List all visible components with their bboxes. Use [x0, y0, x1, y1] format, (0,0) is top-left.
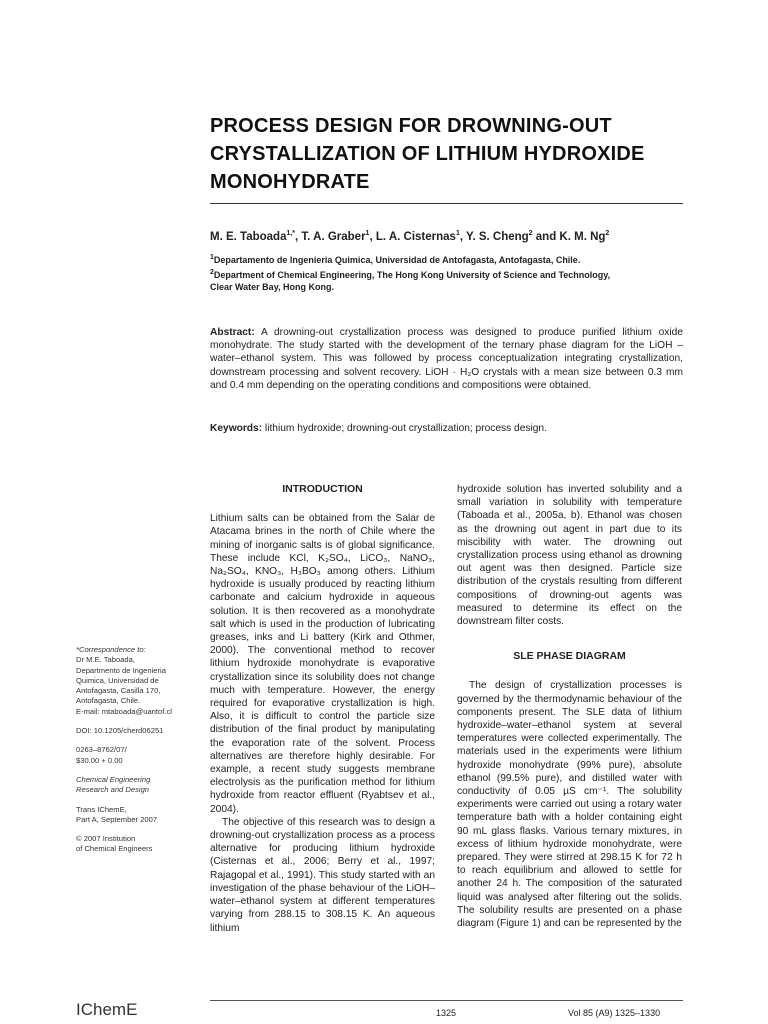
article-title — [210, 112, 680, 196]
section-heading-sle: SLE PHASE DIAGRAM — [513, 650, 626, 663]
body-column-left — [210, 483, 435, 935]
section-heading-introduction: INTRODUCTION — [282, 483, 363, 495]
issn-line: 0263–8762/07/ — [76, 745, 127, 755]
correspondence-line: Antofagasta, Chile. — [76, 696, 141, 706]
intro-paragraph-3: hydroxide solution has inverted solubility and a small variation in solubility with temperature (Taboada et al., 2005a, b). Ethanol was chosen as the drowning out agent in part due to its miscibility with water. The drowning out crystallization process using ethanol as drowning out agent was then designed. Particle size distribution of the crystals resulting from different compositions of drowning-out agents was measured to determine its effect on the downstream filter costs. — [457, 484, 682, 628]
affiliations — [210, 252, 690, 294]
correspondence-line: Departmento de Ingenieria — [76, 665, 166, 675]
publisher-logo: IChemE — [76, 1000, 138, 1019]
author-affiliation-mark: 1,* — [286, 230, 296, 237]
intro-paragraph-1: Lithium salts can be obtained from the Salar de Atacama brines in the north of Chile where the mining of inorganic salts is of global significance. These include KCl, K₂SO₄, LiCO₃, NaNO₃, Na₂SO₄, KNO₃, H₃BO₃ among others. Lithium hydroxide is usually produced by reacting lithium carbonate and calcium hydroxide in aqueous solution. It is then recovered as a monohydrate salt which is used in the production of lubricating greases, inks and Li battery (Kirk and Othmer, 2000). The conventional method to recover lithium hydroxide monohydrate is evaporative crystallization since its solubility does not change much with temperature. However, the energy required for evaporative crystallization is high. Also, it is difficult to control the particle size distribution of the final product by manipulating the evaporation rate of the solvent. Process alternatives are therefore highly desirable. For example, a recent study suggests membrane electrolysis as the purification method for lithium hydroxide from reactor effluent (Ryabtsev et al., 2004). — [210, 513, 435, 815]
trans-line: Trans IChemE, — [76, 804, 127, 814]
title-line: PROCESS DESIGN FOR DROWNING-OUT — [210, 115, 612, 137]
journal-name-line: Chemical Engineering — [76, 774, 151, 784]
trans-line: Part A, September 2007 — [76, 814, 158, 824]
author-name: , L. A. Cisternas — [369, 230, 456, 243]
abstract-text: A drowning-out crystallization process was designed to produce purified lithium oxide monohydrate. The study started with the development of the ternary phase diagram for the LiOH – water–ethanol system. This was followed by process conceptualization integrating crystallization, downstream processing and solvent recovery. LiOH · H₂O crystals with a mean size between 0.3 mm and 0.4 mm depending on the operating conditions and compositions were obtained. — [210, 327, 683, 391]
page-number: 1325 — [436, 1008, 457, 1018]
author-name: M. E. Taboada — [210, 230, 287, 243]
affiliation-mark: 2 — [210, 268, 214, 276]
sidebar-notes — [76, 645, 201, 864]
keywords-text: lithium hydroxide; drowning-out crystallization; process design. — [262, 423, 547, 434]
abstract — [210, 326, 683, 392]
title-line: MONOHYDRATE — [210, 171, 370, 193]
abstract-label: Abstract: — [210, 327, 255, 338]
affiliation-2-cont: Clear Water Bay, Hong Kong. — [210, 282, 335, 292]
correspondence-label: *Correspondence to: — [76, 645, 146, 654]
author-name: , T. A. Graber — [295, 230, 366, 243]
correspondence-email: E-mail: mtaboada@uantof.cl — [76, 706, 172, 716]
affiliation-2 — [210, 267, 690, 282]
affiliation-text: Departamento de Ingenieria Quimica, Universidad de Antofagasta, Antofagasta, Chile. — [213, 255, 581, 265]
body-column-right — [457, 483, 682, 930]
title-line: CRYSTALLIZATION OF LITHIUM HYDROXIDE — [210, 143, 645, 165]
intro-paragraph-2: The objective of this research was to design a drowning-out crystallization process as a process alternative for producing lithium hydroxide (Cisternas et al., 2006; Berry et al., 1997; Rajagopal et al., 1991). This study started with an investigation of the phase behaviour of the LiOH–water–ethanol system at different temperatures varying from 288.15 to 308.15 K. An aqueous lithium — [210, 816, 435, 934]
author-affiliation-mark: 2 — [605, 230, 610, 237]
author-affiliation-mark: 1 — [365, 230, 370, 237]
author-list — [210, 230, 609, 243]
author-name: and K. M. Ng — [532, 230, 606, 243]
author-affiliation-mark: 1 — [455, 230, 460, 237]
sle-paragraph-1: The design of crystallization processes is governed by the thermodynamic behaviour of the components present. The SLE data of lithium hydroxide–water–ethanol system at several temperatures were collected experimentally. The materials used in the experiments were lithium hydroxide monohydrate (99% pure), absolute ethanol (99.5% pure), and distilled water with conductivity of 0.05 µS cm⁻¹. The solubility experiments were carried out using a rotary water temperature bath with a holder containing eight 90 mL glass flasks. Various ternary mixtures, in excess of lithium hydroxide monohydrate, were prepared. They were stirred at 298.15 K for 72 h to reach equilibrium and allowed to settle for another 24 h. The composition of the saturated liquid was analysed after filtering out the solids. The solubility results are presented on a phase diagram (Figure 1) and can be represented by the — [457, 680, 682, 930]
copyright-line: © 2007 Institution — [76, 834, 136, 844]
correspondence-line: Antofagasta, Casilla 170, — [76, 686, 161, 696]
volume-info: Vol 85 (A9) 1325–1330 — [568, 1008, 661, 1018]
keywords-label: Keywords: — [210, 423, 263, 434]
price-line: $30.00 + 0.00 — [76, 755, 123, 765]
author-affiliation-mark: 2 — [528, 230, 533, 237]
copyright-line: of Chemical Engineers — [76, 844, 153, 854]
keywords — [210, 423, 683, 434]
correspondence-line: Quimica, Universidad de — [76, 675, 159, 685]
footer-divider — [210, 1000, 683, 1001]
doi: DOI: 10.1205/cherd06251 — [76, 726, 164, 736]
affiliation-mark: 1 — [210, 254, 214, 261]
affiliation-1 — [210, 252, 690, 267]
journal-name-line: Research and Design — [76, 785, 150, 795]
affiliation-text: Department of Chemical Engineering, The Hong Kong University of Science and Technology, — [213, 269, 611, 280]
title-divider — [210, 203, 683, 204]
correspondence-line: Dr M.E. Taboada, — [76, 655, 135, 665]
author-name: , Y. S. Cheng — [459, 230, 529, 243]
